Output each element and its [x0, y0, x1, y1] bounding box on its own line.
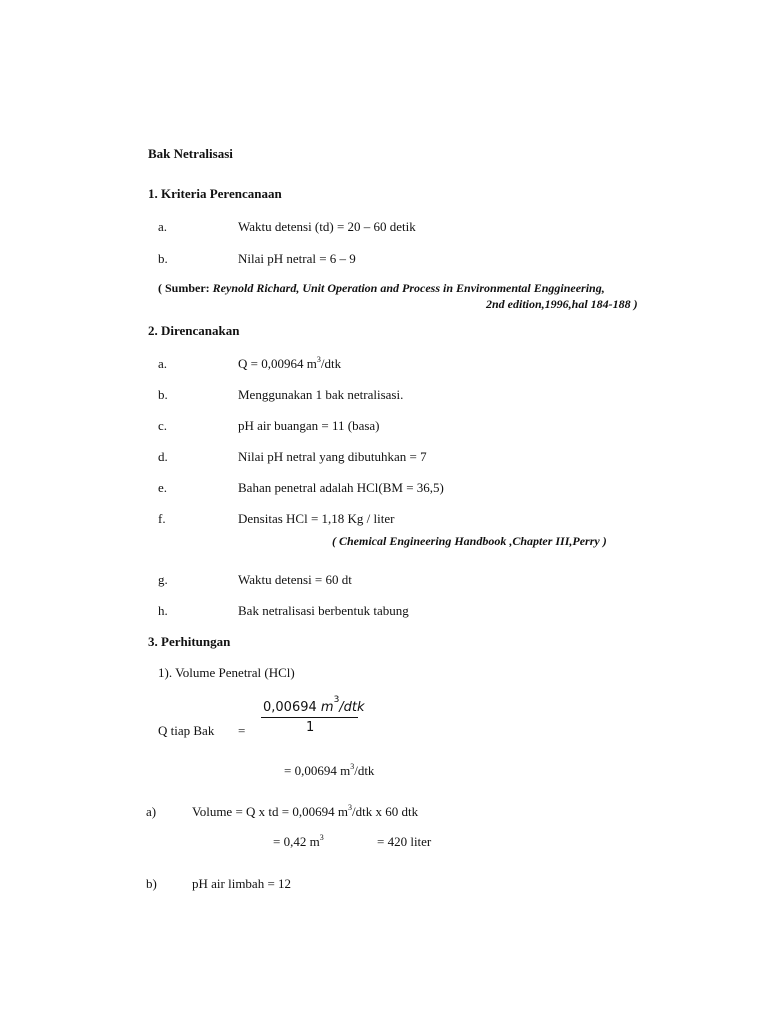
list-item	[238, 356, 341, 372]
source-citation-line2: 2nd edition,1996,hal 184-188 )	[486, 297, 638, 311]
section-heading-direncanakan: 2. Direncanakan	[148, 323, 240, 338]
ph-limbah: pH air limbah = 12	[192, 876, 292, 891]
section-heading-perhitungan: 3. Perhitungan	[148, 634, 231, 649]
volume-liter: = 420 liter	[377, 834, 432, 849]
equation-text: Volume = Q x td = 0,00694 m	[192, 804, 348, 819]
list-marker: f.	[158, 511, 166, 526]
fraction-bar	[261, 717, 358, 718]
result-text: = 0,42 m	[273, 834, 320, 849]
list-item: Bahan penetral adalah HCl(BM = 36,5)	[238, 480, 444, 495]
list-marker: c.	[158, 418, 168, 433]
list-item: Waktu detensi = 60 dt	[238, 572, 352, 587]
list-marker: e.	[158, 480, 168, 495]
list-marker: b.	[158, 387, 168, 402]
equals-sign: =	[238, 723, 246, 738]
superscript: 3	[350, 761, 355, 771]
q-label: Q tiap Bak	[158, 723, 215, 738]
numerator-value: 0,00694	[263, 700, 321, 715]
list-item: pH air buangan = 11 (basa)	[238, 418, 380, 433]
list-item: Nilai pH netral = 6 – 9	[238, 251, 356, 266]
list-marker: a.	[158, 219, 168, 234]
page-title: Bak Netralisasi	[148, 146, 233, 161]
numerator-unit: m	[320, 700, 334, 715]
superscript: 3	[316, 354, 321, 364]
source-prefix: ( Sumber:	[158, 281, 213, 295]
list-marker: a.	[158, 356, 168, 371]
numerator-unit-tail: /dtk	[339, 700, 365, 715]
list-marker: b)	[146, 876, 157, 891]
equation-text: /dtk x 60 dtk	[351, 804, 419, 819]
fraction-numerator	[263, 694, 365, 715]
list-marker: a)	[146, 804, 157, 819]
list-marker: b.	[158, 251, 168, 266]
item-text: Q = 0,00964 m	[238, 356, 317, 371]
list-item: Bak netralisasi berbentuk tabung	[238, 603, 409, 618]
numerator-superscript: 3	[333, 694, 340, 705]
reference-citation: ( Chemical Engineering Handbook ,Chapter III,Perry )	[332, 534, 607, 548]
volume-equation	[192, 804, 418, 820]
source-text: Reynold Richard, Unit Operation and Process in Environmental Enggineering,	[212, 281, 605, 295]
fraction-denominator: 1	[306, 720, 315, 735]
volume-result	[273, 834, 324, 850]
superscript: 3	[319, 832, 324, 842]
subsection-heading: 1). Volume Penetral (HCl)	[158, 665, 295, 680]
list-item: Densitas HCl = 1,18 Kg / liter	[238, 511, 395, 526]
list-marker: g.	[158, 572, 168, 587]
list-item: Waktu detensi (td) = 20 – 60 detik	[238, 219, 416, 234]
result-unit: /dtk	[354, 763, 375, 778]
list-marker: h.	[158, 603, 168, 618]
list-marker: d.	[158, 449, 168, 464]
list-item: Nilai pH netral yang dibutuhkan = 7	[238, 449, 427, 464]
source-citation-line1	[158, 280, 605, 296]
list-item: Menggunakan 1 bak netralisasi.	[238, 387, 404, 402]
item-text: /dtk	[320, 356, 342, 371]
superscript: 3	[347, 802, 352, 812]
q-result	[284, 763, 374, 779]
section-heading-kriteria: 1. Kriteria Perencanaan	[148, 186, 282, 201]
result-text: = 0,00694 m	[284, 763, 351, 778]
